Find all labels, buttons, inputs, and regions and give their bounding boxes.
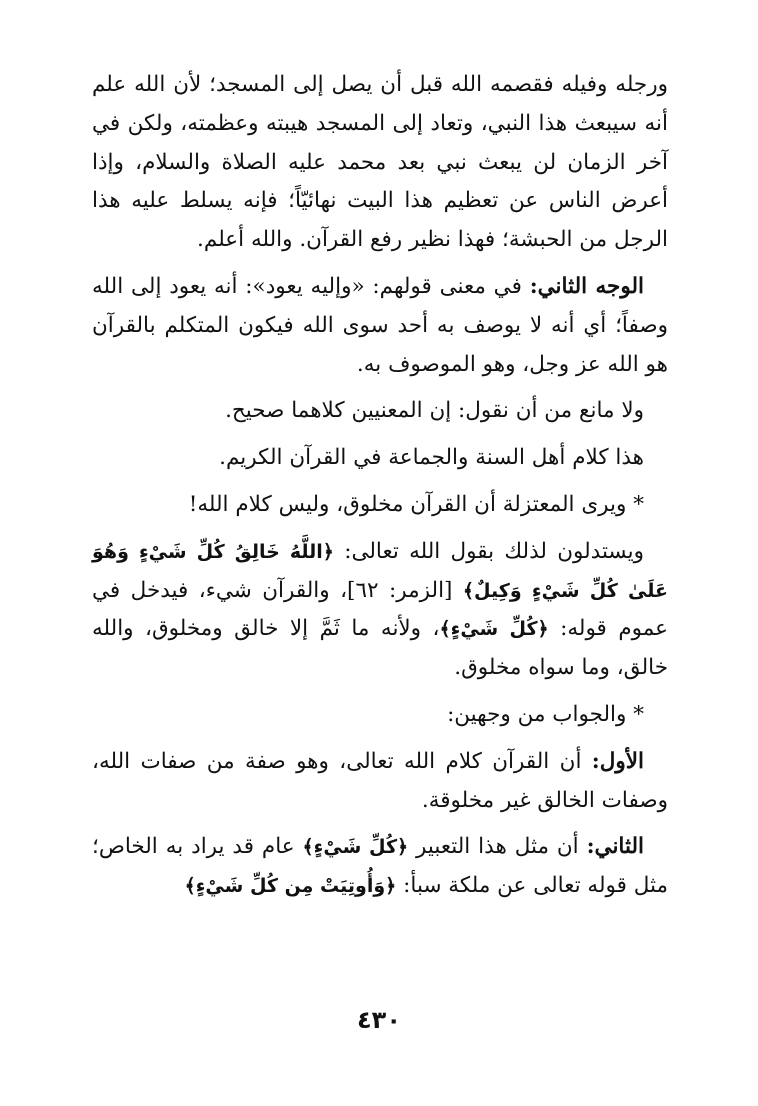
paragraph-9-before-verse-1: أن مثل هذا التعبير: [416, 834, 579, 860]
page-body: [92, 66, 668, 906]
paragraph-6: [92, 533, 668, 688]
paragraph-6-after-verse-1: [الزمر: ٦٢]، والقرآن شيء، فيدخل في عموم: [92, 577, 669, 642]
paragraph-2-line-3: بالقرآن هو الله عز وجل، وهو الموصوف به.: [92, 312, 668, 377]
paragraph-2-lead: الوجه الثاني:: [529, 273, 644, 299]
paragraph-8-line-1: أن القرآن كلام الله تعالى، وهو صفة من صفات: [140, 748, 582, 774]
paragraph-5-line-1: * ويرى المعتزلة أن القرآن مخلوق، وليس كلام الله!: [188, 491, 644, 517]
paragraph-9-before-verse-2: الخاص؛ مثل قوله تعالى عن ملكة سبأ:: [92, 834, 668, 899]
paragraph-1-line-2: أنه سيبعث هذا النبي، وتعاد إلى المسجد هيبته وعظمته، ولكن في: [92, 110, 668, 136]
paragraph-9-lead: الثاني:: [586, 834, 644, 860]
quran-verse-3: ﴿كُلِّ شَيْءٍ﴾: [302, 836, 409, 859]
quran-verse-2: ﴿كُلِّ شَيْءٍ﴾: [439, 618, 549, 641]
paragraph-7-line-1: * والجواب من وجهين:: [447, 701, 644, 727]
paragraph-1-line-1: ورجله وفيله فقصمه الله قبل أن يصل إلى المسجد؛ لأن الله علم: [92, 72, 668, 97]
paragraph-9-after-verse-1: عام قد يراد به: [165, 834, 295, 860]
paragraph-8-lead: الأول:: [591, 748, 644, 774]
paragraph-3: [92, 392, 668, 431]
paragraph-6-intro: ويستدلون لذلك بقول الله تعالى:: [344, 538, 644, 564]
page-number: ٤٣٠: [357, 1006, 401, 1034]
paragraph-1-line-5: الرجل من الحبشة؛ فهذا نظير رفع القرآن. والله أعلم.: [197, 227, 668, 253]
paragraph-8: [92, 743, 668, 821]
paragraph-2-line-2: الله وصفاً؛ أي أنه لا يوصف به أحد سوى الله فيكون المتكلم: [92, 273, 668, 338]
paragraph-1-line-4: أعرض الناس عن تعظيم هذا البيت نهائيّاً؛ فإنه يسلط عليه هذا: [92, 188, 668, 214]
quran-verse-4: ﴿وَأُوتِيَتْ مِن كُلِّ شَيْءٍ﴾: [184, 875, 397, 898]
paragraph-6-after-verse-2: ، ولأنه ما ثَمَّ إلا خالق ومخلوق، والله: [92, 616, 440, 642]
paragraph-2-line-1: في معنى قولهم: «وإليه يعود»: أنه يعود إلى: [130, 273, 522, 299]
paragraph-5: [92, 486, 668, 525]
paragraph-1-line-3: آخر الزمان لن يبعث نبي بعد محمد عليه الصلاة والسلام، وإذا: [92, 149, 668, 175]
paragraph-6-last-line: خالق، وما سواه مخلوق.: [454, 655, 668, 681]
paragraph-7: [92, 696, 668, 735]
paragraph-1: [92, 66, 668, 260]
paragraph-6-before-verse-2: قوله:: [560, 616, 607, 642]
paragraph-4: [92, 439, 668, 478]
paragraph-3-line-1: ولا مانع من أن نقول: إن المعنيين كلاهما صحيح.: [225, 398, 644, 424]
paragraph-9: [92, 828, 668, 906]
paragraph-4-line-1: هذا كلام أهل السنة والجماعة في القرآن الكريم.: [219, 445, 644, 471]
paragraph-2: [92, 268, 668, 384]
quran-verse-1: ﴿اللَّهُ خَالِقُ كُلِّ شَيْءٍ وَهُوَ عَلَىٰ كُلِّ شَيْءٍ وَكِيلٌ﴾: [92, 540, 668, 602]
paragraph-8-line-2: الله، وصفات الخالق غير مخلوقة.: [92, 748, 668, 813]
